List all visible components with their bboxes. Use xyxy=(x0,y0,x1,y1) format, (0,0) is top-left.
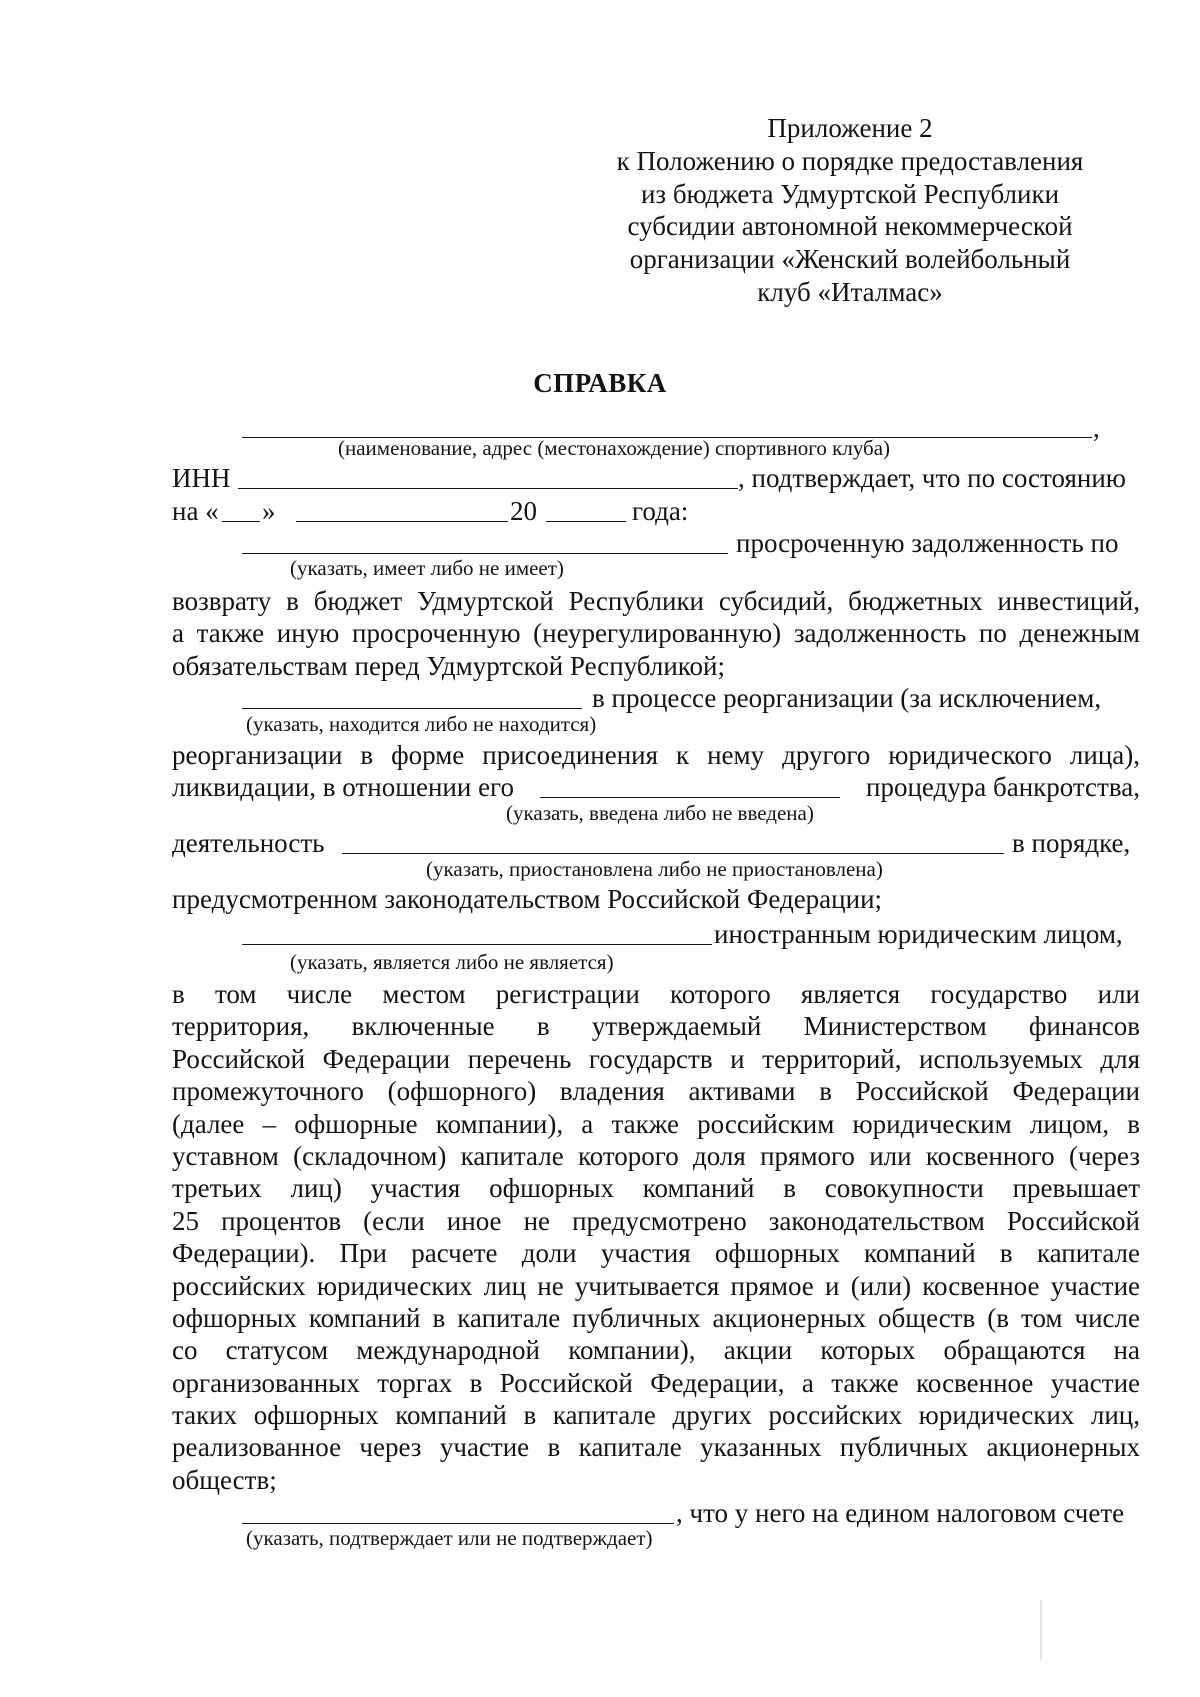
header-line-5: организации «Женский волейбольный xyxy=(629,244,1071,274)
header-line-1: Приложение 2 xyxy=(767,113,933,143)
paragraph-line: организованных торгах в Российской Федерации, а также косвенное участие xyxy=(172,1367,1140,1398)
activity-hint: (указать, приостановлена либо не приостановлена) xyxy=(426,857,883,881)
header-line-6: клуб «Италмас» xyxy=(757,277,943,307)
date-quote-close: » xyxy=(262,496,276,526)
liquidation-tail: процедура банкротства, xyxy=(866,772,1140,802)
paragraph-line: уставном (складочном) капитале которого доля прямого или косвенного (через xyxy=(172,1140,1140,1171)
tax-tail: , что у него на едином налоговом счете xyxy=(676,1498,1125,1528)
inn-label: ИНН xyxy=(172,463,231,493)
document-title: СПРАВКА xyxy=(533,368,667,398)
paragraph-line: Федерации). При расчете доли участия офшорных компаний в капитале xyxy=(172,1238,1140,1269)
paragraph-line: таких офшорных компаний в капитале других российских юридических лиц, xyxy=(172,1400,1140,1431)
foreign-hint: (указать, является либо не является) xyxy=(290,950,614,974)
debt-hint: (указать, имеет либо не имеет) xyxy=(290,556,564,580)
paragraph-line: офшорных компаний в капитале публичных акционерных обществ (в том числе xyxy=(172,1302,1140,1333)
scan-artifact xyxy=(1040,1600,1042,1660)
paragraph-line: обществ; xyxy=(172,1464,277,1495)
paragraph-line: третьих лиц) участия офшорных компаний в совокупности превышает xyxy=(172,1173,1140,1204)
paragraph-debt xyxy=(172,585,1140,682)
paragraph-line: территория, включенные в утверждаемый Министерством финансов xyxy=(172,1011,1140,1042)
debt-tail: просроченную задолженность по xyxy=(736,528,1119,558)
date-day-blank xyxy=(222,521,260,522)
paragraph-line: возврату в бюджет Удмуртской Республики субсидий, бюджетных инвестиций, xyxy=(172,586,1140,616)
date-month-blank xyxy=(296,521,508,522)
activity-tail: в порядке, xyxy=(1012,828,1131,858)
date-prefix: на « xyxy=(172,496,219,526)
foreign-tail: иностранным юридическим лицом, xyxy=(714,919,1123,949)
paragraph-line: (далее – офшорные компании), а также российским юридическим лицом, в xyxy=(172,1108,1140,1139)
tax-blank xyxy=(242,1523,674,1524)
paragraph-line: российских юридических лиц не учитывается прямое и (или) косвенное участие xyxy=(172,1270,1140,1301)
debt-blank xyxy=(242,553,728,554)
foreign-blank xyxy=(242,944,712,945)
paragraph-line: 25 процентов (если иное не предусмотрено законодательством Российской xyxy=(172,1205,1140,1236)
paragraph-line: в том числе местом регистрации которого является государство или xyxy=(172,979,1140,1009)
date-year: 20 xyxy=(510,496,537,526)
club-name-hint: (наименование, адрес (местонахождение) спортивного клуба) xyxy=(338,436,891,460)
header-line-3: из бюджета Удмуртской Республики xyxy=(640,179,1060,209)
liquidation-prefix: ликвидации, в отношении его xyxy=(172,772,514,802)
paragraph-line: со статусом международной компании), акции которых обращаются на xyxy=(172,1335,1140,1366)
activity-prefix: деятельность xyxy=(172,828,325,858)
reorg-tail: в процессе реорганизации (за исключением, xyxy=(592,683,1102,713)
tax-hint: (указать, подтверждает или не подтверждает) xyxy=(246,1526,653,1550)
inn-blank xyxy=(238,488,738,489)
paragraph-line: Российской Федерации перечень государств и территорий, используемых для xyxy=(172,1043,1140,1074)
reorg-continuation xyxy=(172,739,1140,771)
paragraph-line: реорганизации в форме присоединения к нему другого юридического лица), xyxy=(172,740,1140,770)
paragraph-line: а также иную просроченную (неурегулированную) задолженность по денежным xyxy=(172,618,1140,649)
paragraph-offshore xyxy=(172,978,1140,1496)
date-year-blank xyxy=(546,521,626,522)
paragraph-line: обязательствам перед Удмуртской Республикой; xyxy=(172,650,725,681)
paragraph-line: промежуточного (офшорного) владения активами в Российской Федерации xyxy=(172,1076,1140,1107)
activity-blank xyxy=(342,853,1004,854)
paragraph-line: реализованное через участие в капитале указанных публичных акционерных xyxy=(172,1432,1140,1463)
activity-continuation: предусмотренном законодательством Российской Федерации; xyxy=(172,884,883,914)
inn-tail: , подтверждает, что по состоянию xyxy=(738,463,1126,493)
bankruptcy-hint: (указать, введена либо не введена) xyxy=(506,801,814,825)
club-name-comma: , xyxy=(1093,413,1100,443)
reorg-blank xyxy=(242,708,582,709)
header-line-4: субсидии автономной некоммерческой xyxy=(627,211,1073,241)
bankruptcy-blank xyxy=(540,797,840,798)
header-line-2: к Положению о порядке предоставления xyxy=(616,146,1084,176)
reorg-hint: (указать, находится либо не находится) xyxy=(246,712,597,736)
date-suffix: года: xyxy=(632,496,689,526)
